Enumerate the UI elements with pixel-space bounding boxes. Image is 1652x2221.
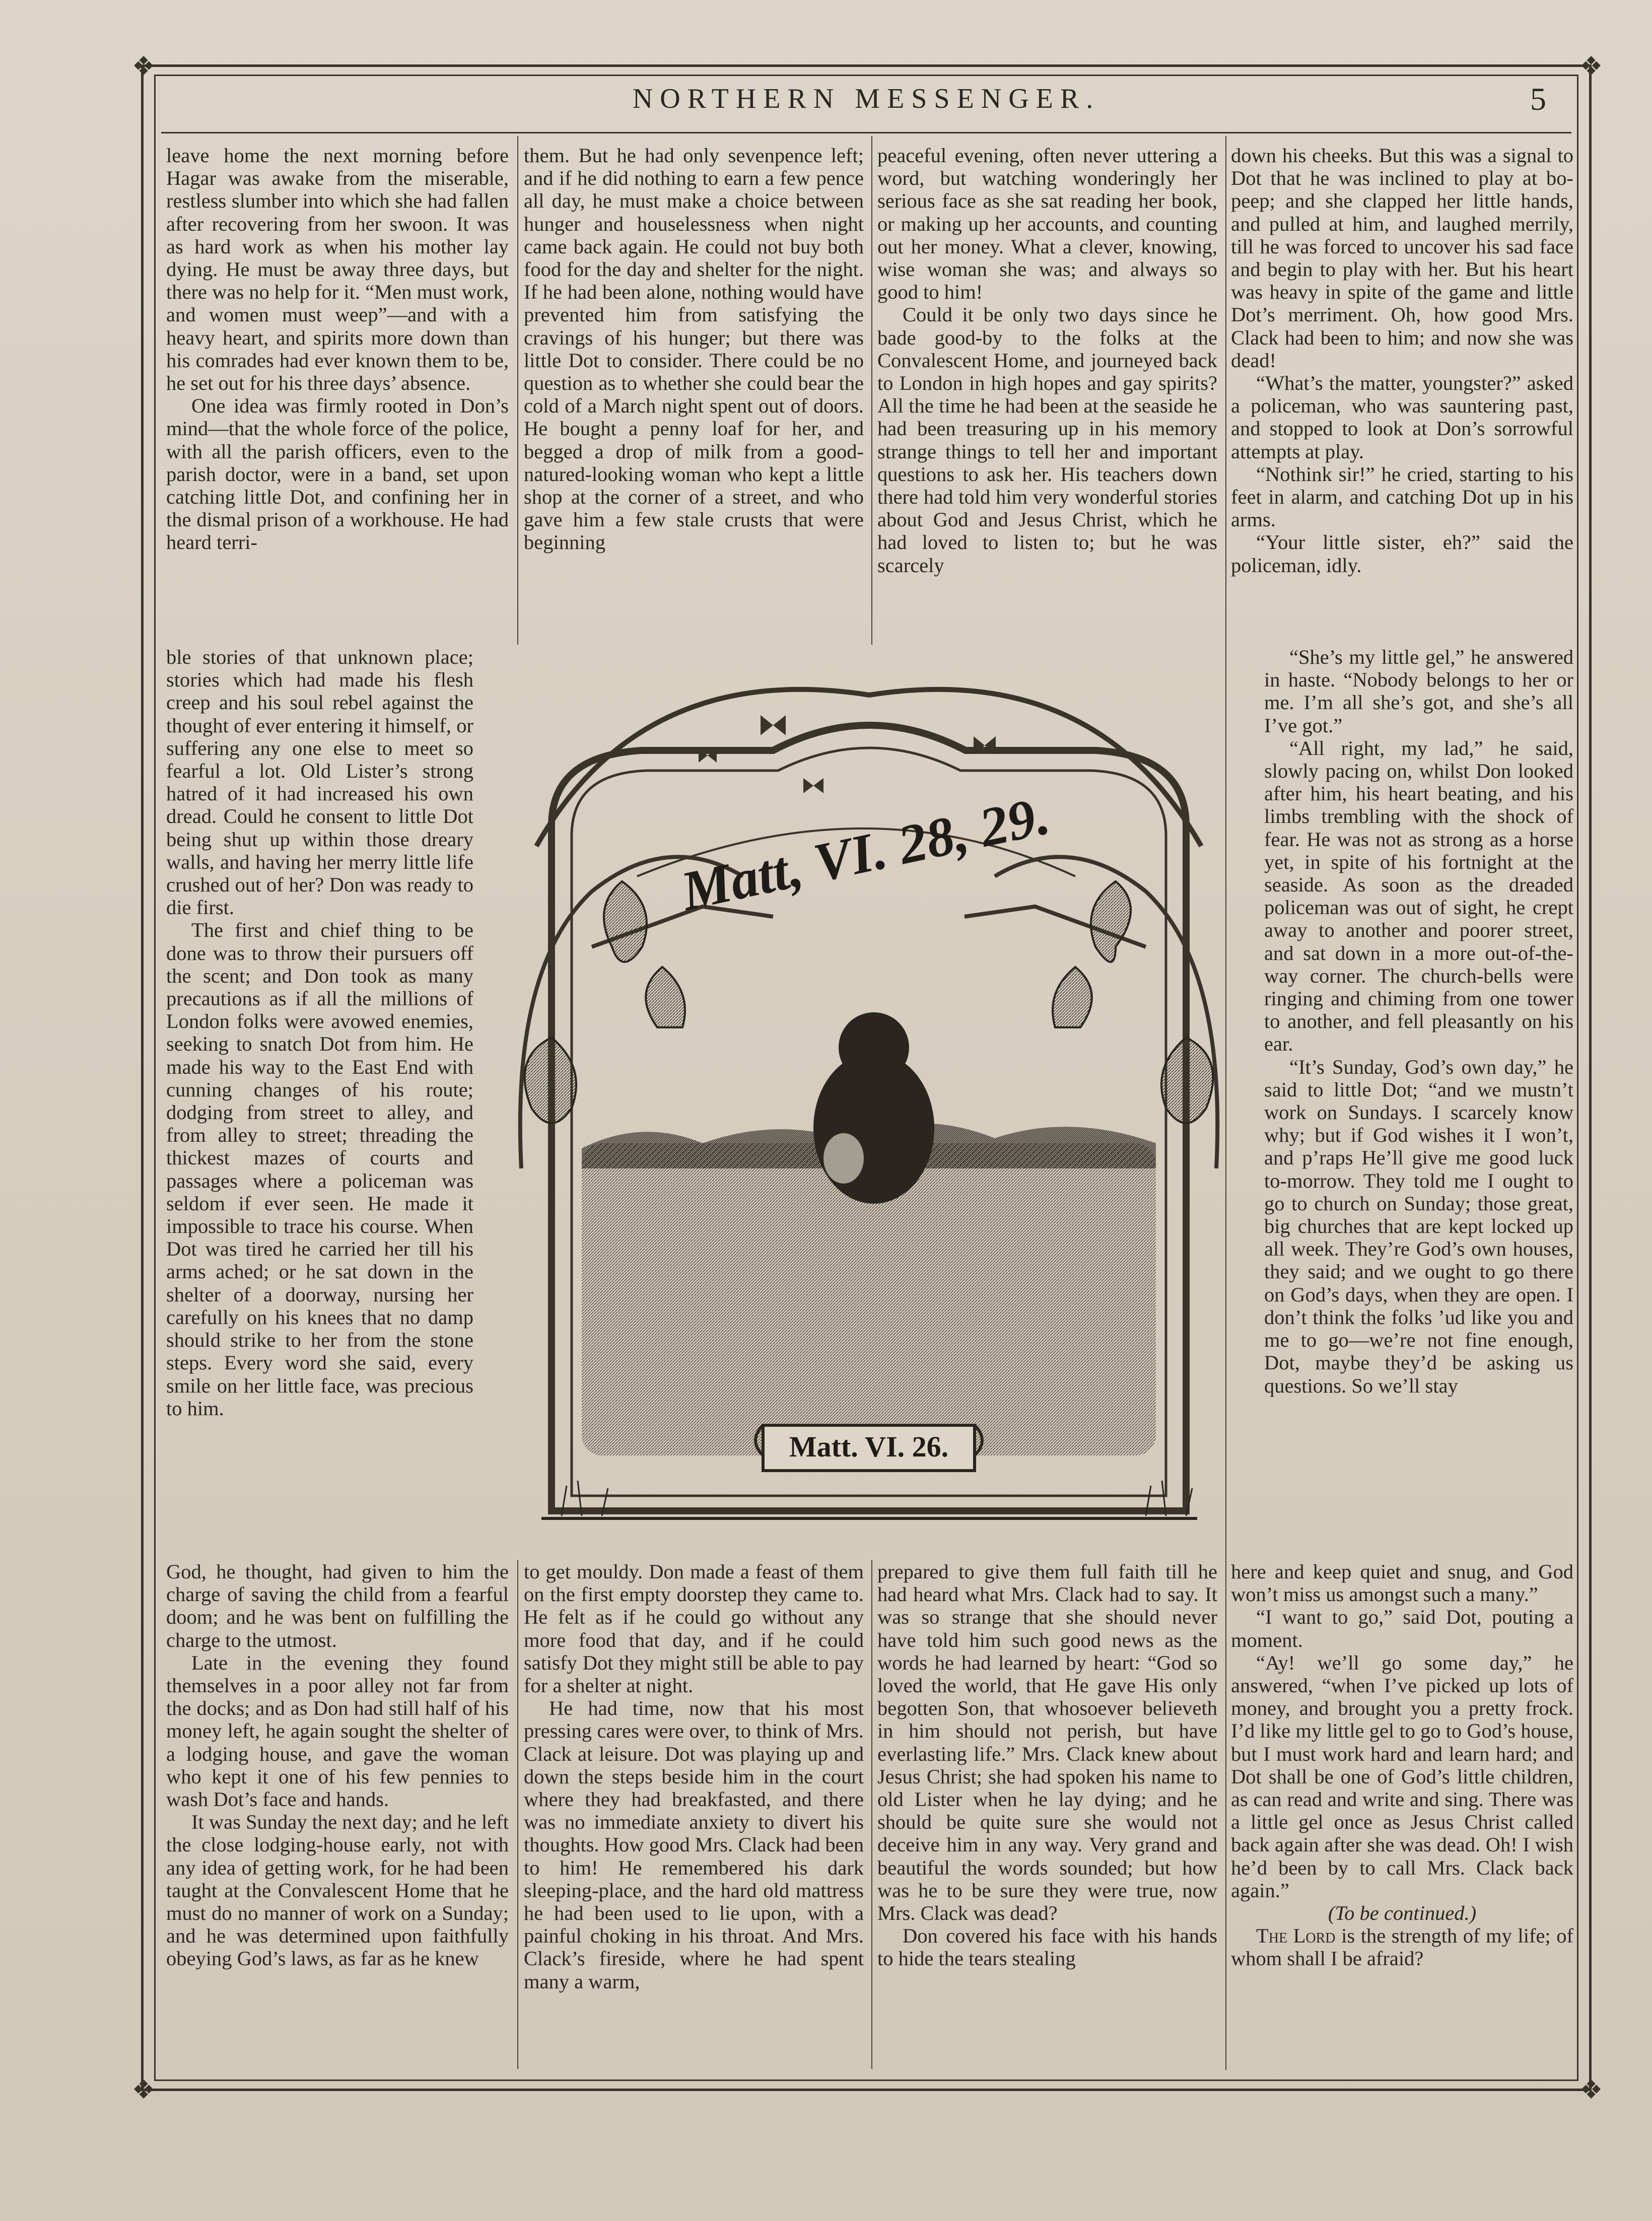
column-2-bottom (524, 1560, 864, 1993)
column-3-bottom (877, 1560, 1217, 1970)
scripture-illustration (491, 665, 1248, 1529)
paragraph: He had time, now that his most pressing cares were over, to think of Mrs. Clack at leisure. Dot was playing up and down the steps beside him in the court where they had breakfasted, and there was no immediate anxiety to divert his thoughts. How good Mrs. Clack had been to him! He remembered his dark sleeping-place, and the hard old mattress he had been used to lie upon, with a painful choking in his throat. And Mrs. Clack’s fireside, where he had spent many a warm, (524, 1697, 864, 1993)
paragraph: here and keep quiet and snug, and God won’t miss us amongst such a many.” (1231, 1560, 1573, 1606)
paragraph: “It’s Sunday, God’s own day,” he said to little Dot; “and we mustn’t work on Sundays. I scarcely know why; but if God wishes it I won’t, and p’raps He’ll give me good luck to-morrow. They told me I ought to go to church on Sunday; those great, big churches that are kept locked up all week. They’re God’s own houses, they said; and we ought to go there on God’s days, when they are open. I don’t think the folks ’ud like you and me to go—we’re not fine enough, Dot, maybe they’d be asking us questions. So we’ll stay (1264, 1055, 1573, 1397)
paragraph: to get mouldy. Don made a feast of them on the first empty doorstep they came to. He felt as if he could go without any more food that day, and if he could satisfy Dot they might still be able to pay for a shelter at night. (524, 1560, 864, 1697)
column-4-bottom (1231, 1560, 1573, 1970)
paragraph: them. But he had only sevenpence left; and if he did nothing to earn a few pence all day, he must make a choice between hunger and houselessness when night came back again. He could not buy both food for the day and shelter for the night. If he had been alone, nothing would have prevented him from satisfying the cravings of his hunger; but there was little Dot to consider. There could be no question as to whether she could bear the cold of a March night spent out of doors. He bought a penny loaf for her, and begged a drop of milk from a good-natured-looking woman who kept a little shop at the corner of a street, and who gave him a few stale crusts that were beginning (524, 144, 864, 554)
bird (813, 1012, 934, 1204)
paragraph: “Your little sister, eh?” said the policeman, idly. (1231, 531, 1573, 577)
header-rule (161, 132, 1571, 133)
column-divider (517, 1560, 518, 2069)
column-3-top (877, 144, 1217, 577)
verse-lead: The Lord (1256, 1924, 1336, 1948)
paragraph: “What’s the matter, youngster?” asked a policeman, who was sauntering past, and stopped to look at Don’s sorrowful attempts at play. (1231, 372, 1573, 463)
corner-ornament: ❖ (131, 2076, 156, 2105)
corner-ornament: ❖ (1579, 52, 1603, 81)
paragraph: The first and chief thing to be done was to throw their pursuers off the scent; and Don took as many precautions as if all the millions of London folks were avowed enemies, seeking to snatch Dot from him. He made his way to the East End with cunning changes of his route; dodging from street to alley, and from alley to street; threading the thickest mazes of courts and passages where a policeman was seldom if ever seen. He made it impossible to trace his course. When Dot was tired he carried her till his arms ached; or he sat down in the shelter of a doorway, nursing her carefully on his knees that no damp should strike to her from the stone steps. Every word she said, every smile on her little face, was precious to him. (166, 919, 473, 1420)
running-head (161, 80, 1571, 130)
paragraph: leave home the next morning before Hagar was awake from the miserable, restless slumber into which she had fallen after recovering from her swoon. It was as hard work as when his mother lay dying. He must be away three days, but there was no help for it. “Men must work, and women must weep”—and with a heavy heart, and spirits more down than his comrades had ever known them to be, he set out for his three days’ absence. (166, 144, 509, 395)
paragraph: “All right, my lad,” he said, slowly pacing on, whilst Don looked after him, his heart beating, and his limbs trembling with the shock of fear. He was not as strong as a horse yet, in spite of his fortnight at the seaside. As soon as the dreaded policeman was out of sight, he crept away to another and poorer street, and sat down in a more out-of-the-way corner. The church-bells were ringing and chiming from one tower to another, and fell pleasantly on his ear. (1264, 736, 1573, 1056)
column-1-top (166, 144, 509, 554)
to-be-continued: (To be continued.) (1328, 1902, 1477, 1925)
paragraph: “Ay! we’ll go some day,” he answered, “when I’ve picked up lots of money, and brought you a pretty frock. I’d like my little gel to go to God’s house, but I must work hard and learn hard; and Dot shall be one of God’s little children, as can read and write and sing. There was a little gel once as Jesus Christ called back again after she was dead. Oh! I wish he’d been by to call Mrs. Clack back again.” (1231, 1651, 1573, 1902)
caption-scroll (755, 1425, 982, 1471)
paragraph: God, he thought, had given to him the charge of saving the child from a fearful doom; and he was bent on fulfilling the charge to the utmost. (166, 1560, 509, 1651)
column-1-mid (166, 646, 473, 1420)
closing-verse (1231, 1924, 1573, 1970)
paragraph: Could it be only two days since he bade good-by to the folks at the Convalescent Home, and journeyed back to London in high hopes and gay spirits? All the time he had been at the seaside he had been treasuring up in his memory strange things to tell her and important questions to ask her. His teachers down there had told him very wonderful stories about God and Jesus Christ, which he had loved to listen to; but he was scarcely (877, 303, 1217, 577)
paragraph: Don covered his face with his hands to hide the tears stealing (877, 1924, 1217, 1970)
paragraph: “She’s my little gel,” he answered in haste. “Nobody belongs to her or me. I’m all she’s got, and she’s all I’ve got.” (1264, 646, 1573, 737)
column-divider (871, 136, 872, 645)
main-banner (637, 784, 1075, 922)
paragraph: down his cheeks. But this was a signal to Dot that he was inclined to play at bo-peep; and she clapped her little hands, and pulled at him, and laughed merrily, till he was forced to uncover his sad face and begin to play with her. But his heart was heavy in spite of the game and little Dot’s merriment. Oh, how good Mrs. Clack had been to him; and now she was dead! (1231, 144, 1573, 372)
paragraph: ble stories of that unknown place; stories which had made his flesh creep and his soul rebel against the thought of ever entering it himself, or suffering any one else to meet so fearful a lot. Old Lister’s strong hatred of it had increased his own dread. Could he consent to little Dot being shut up within those dreary walls, and having her merry little life crushed out of her? Don was ready to die first. (166, 646, 473, 919)
main-caption: Matt, VI. 28, 29. (676, 784, 1055, 922)
column-4-top (1231, 144, 1573, 577)
verse-text: is the strength of my life; of whom shall I be afraid? (1231, 1924, 1574, 1970)
paragraph: “I want to go,” said Dot, pouting a moment. (1231, 1606, 1573, 1651)
paragraph: Late in the evening they found themselves in a poor alley not far from the docks; and as Don had still half of his money left, he again sought the shelter of a lodging house, and gave the woman who kept it one of his few pennies to wash Dot’s face and hands. (166, 1651, 509, 1811)
corner-ornament: ❖ (131, 52, 156, 81)
column-2-top (524, 144, 864, 554)
paragraph: peaceful evening, often never uttering a word, but watching wonderingly her serious face as she sat reading her book, or making up her accounts, and counting out her money. What a clever, knowing, wise woman she was; and always so good to him! (877, 144, 1217, 304)
column-1-bottom (166, 1560, 509, 1970)
column-4-mid (1264, 646, 1573, 1397)
page-number: 5 (1530, 81, 1546, 117)
masthead-title: NORTHERN MESSENGER. (632, 83, 1100, 114)
column-divider (871, 1560, 872, 2069)
corner-ornament: ❖ (1579, 2076, 1603, 2105)
paragraph: prepared to give them full faith till he had heard what Mrs. Clack had to say. It was so strange that she should never have told him such good news as the words he had learned by heart: “God so loved the world, that He gave His only begotten Son, that whosoever believeth in him should not perish, but have everlasting life.” Mrs. Clack knew about Jesus Christ; she had spoken his name to old Lister when he lay dying; and he should be quite sure she would not deceive him in any way. Very grand and beautiful the words sounded; but how was he to be sure they were true, now Mrs. Clack was dead? (877, 1560, 1217, 1925)
paragraph: It was Sunday the next day; and he left the close lodging-house early, not with any idea of getting work, for he had been taught at the Convalescent Home that he must do no manner of work on a Sunday; and he was determined upon faithfully obeying God’s laws, as far as he knew (166, 1811, 509, 1970)
paragraph: One idea was firmly rooted in Don’s mind—that the whole force of the police, with all the parish officers, even to the parish doctor, were in a band, set upon catching little Dot, and confining her in the dismal prison of a workhouse. He had heard terri- (166, 394, 509, 554)
sub-caption: Matt. VI. 26. (789, 1430, 949, 1463)
paragraph: “Nothink sir!” he cried, starting to his feet in alarm, and catching Dot up in his arms. (1231, 462, 1573, 531)
column-divider (517, 136, 518, 645)
